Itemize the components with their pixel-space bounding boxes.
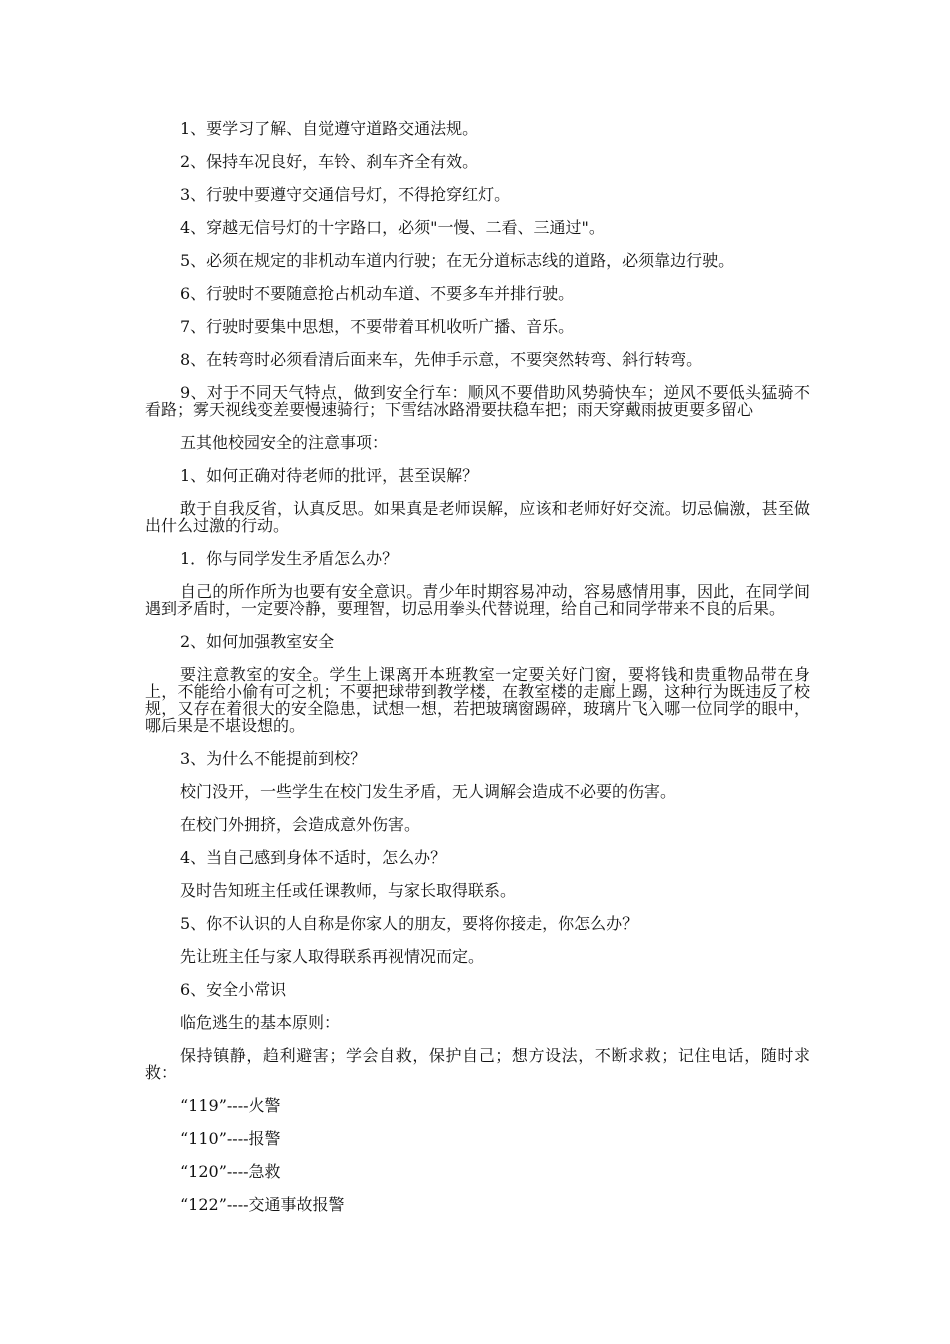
document-body xyxy=(145,120,810,1213)
phone-entry: “119”----火警 xyxy=(180,1096,281,1115)
paragraph: 7、行驶时要集中思想，不要带着耳机收听广播、音乐。 xyxy=(180,317,575,336)
question: 1．你与同学发生矛盾怎么办？ xyxy=(180,549,399,568)
question: 2、如何加强教室安全 xyxy=(180,632,335,651)
question: 5、你不认识的人自称是你家人的朋友，要将你接走，你怎么办？ xyxy=(180,914,639,933)
answer: 敢于自我反省，认真反思。如果真是老师误解，应该和老师好好交流。切忌偏激，甚至做出什么过激的行动。 xyxy=(145,499,810,535)
answer: 保持镇静，趋利避害；学会自救，保护自己；想方设法，不断求救；记住电话，随时求救： xyxy=(145,1046,810,1082)
question: 1、如何正确对待老师的批评，甚至误解？ xyxy=(180,466,479,485)
question: 4、当自己感到身体不适时，怎么办？ xyxy=(180,848,447,867)
answer: 校门没开，一些学生在校门发生矛盾，无人调解会造成不必要的伤害。 xyxy=(180,782,677,801)
paragraph: 5、必须在规定的非机动车道内行驶；在无分道标志线的道路，必须靠边行驶。 xyxy=(180,251,735,270)
paragraph: 4、穿越无信号灯的十字路口，必须"一慢、二看、三通过"。 xyxy=(180,218,605,237)
section-heading: 五其他校园安全的注意事项： xyxy=(180,433,389,452)
question: 3、为什么不能提前到校？ xyxy=(180,749,367,768)
paragraph: 6、行驶时不要随意抢占机动车道、不要多车并排行驶。 xyxy=(180,284,575,303)
phone-entry: “110”----报警 xyxy=(180,1129,281,1148)
paragraph: 9、对于不同天气特点，做到安全行车：顺风不要借助风势骑快车；逆风不要低头猛骑不看路；雾天视线变差要慢速骑行；下雪结冰路滑要扶稳车把；雨天穿戴雨披更要多留心 xyxy=(145,383,810,419)
answer: 在校门外拥挤，会造成意外伤害。 xyxy=(180,815,421,834)
paragraph: 3、行驶中要遵守交通信号灯，不得抢穿红灯。 xyxy=(180,185,511,204)
answer: 要注意教室的安全。学生上课离开本班教室一定要关好门窗，要将钱和贵重物品带在身上，不能给小偷有可之机；不要把球带到教学楼，在教室楼的走廊上踢，这种行为既违反了校规，又存在着很大的安全隐患，试想一想，若把玻璃窗踢碎，玻璃片飞入哪一位同学的眼中，哪后果是不堪设想的。 xyxy=(145,665,810,735)
subheading: 临危逃生的基本原则： xyxy=(180,1013,341,1032)
question: 6、安全小常识 xyxy=(180,980,287,999)
phone-entry: “120”----急救 xyxy=(180,1162,281,1181)
phone-entry: “122”----交通事故报警 xyxy=(180,1195,345,1214)
paragraph: 2、保持车况良好，车铃、刹车齐全有效。 xyxy=(180,152,479,171)
paragraph: 8、在转弯时必须看清后面来车，先伸手示意，不要突然转弯、斜行转弯。 xyxy=(180,350,703,369)
answer: 自己的所作所为也要有安全意识。青少年时期容易冲动，容易感情用事，因此，在同学间遇到矛盾时，一定要冷静，要理智，切忌用拳头代替说理，给自己和同学带来不良的后果。 xyxy=(145,582,810,618)
paragraph: 1、要学习了解、自觉遵守道路交通法规。 xyxy=(180,119,479,138)
answer: 及时告知班主任或任课教师，与家长取得联系。 xyxy=(180,881,517,900)
answer: 先让班主任与家人取得联系再视情况而定。 xyxy=(180,947,485,966)
